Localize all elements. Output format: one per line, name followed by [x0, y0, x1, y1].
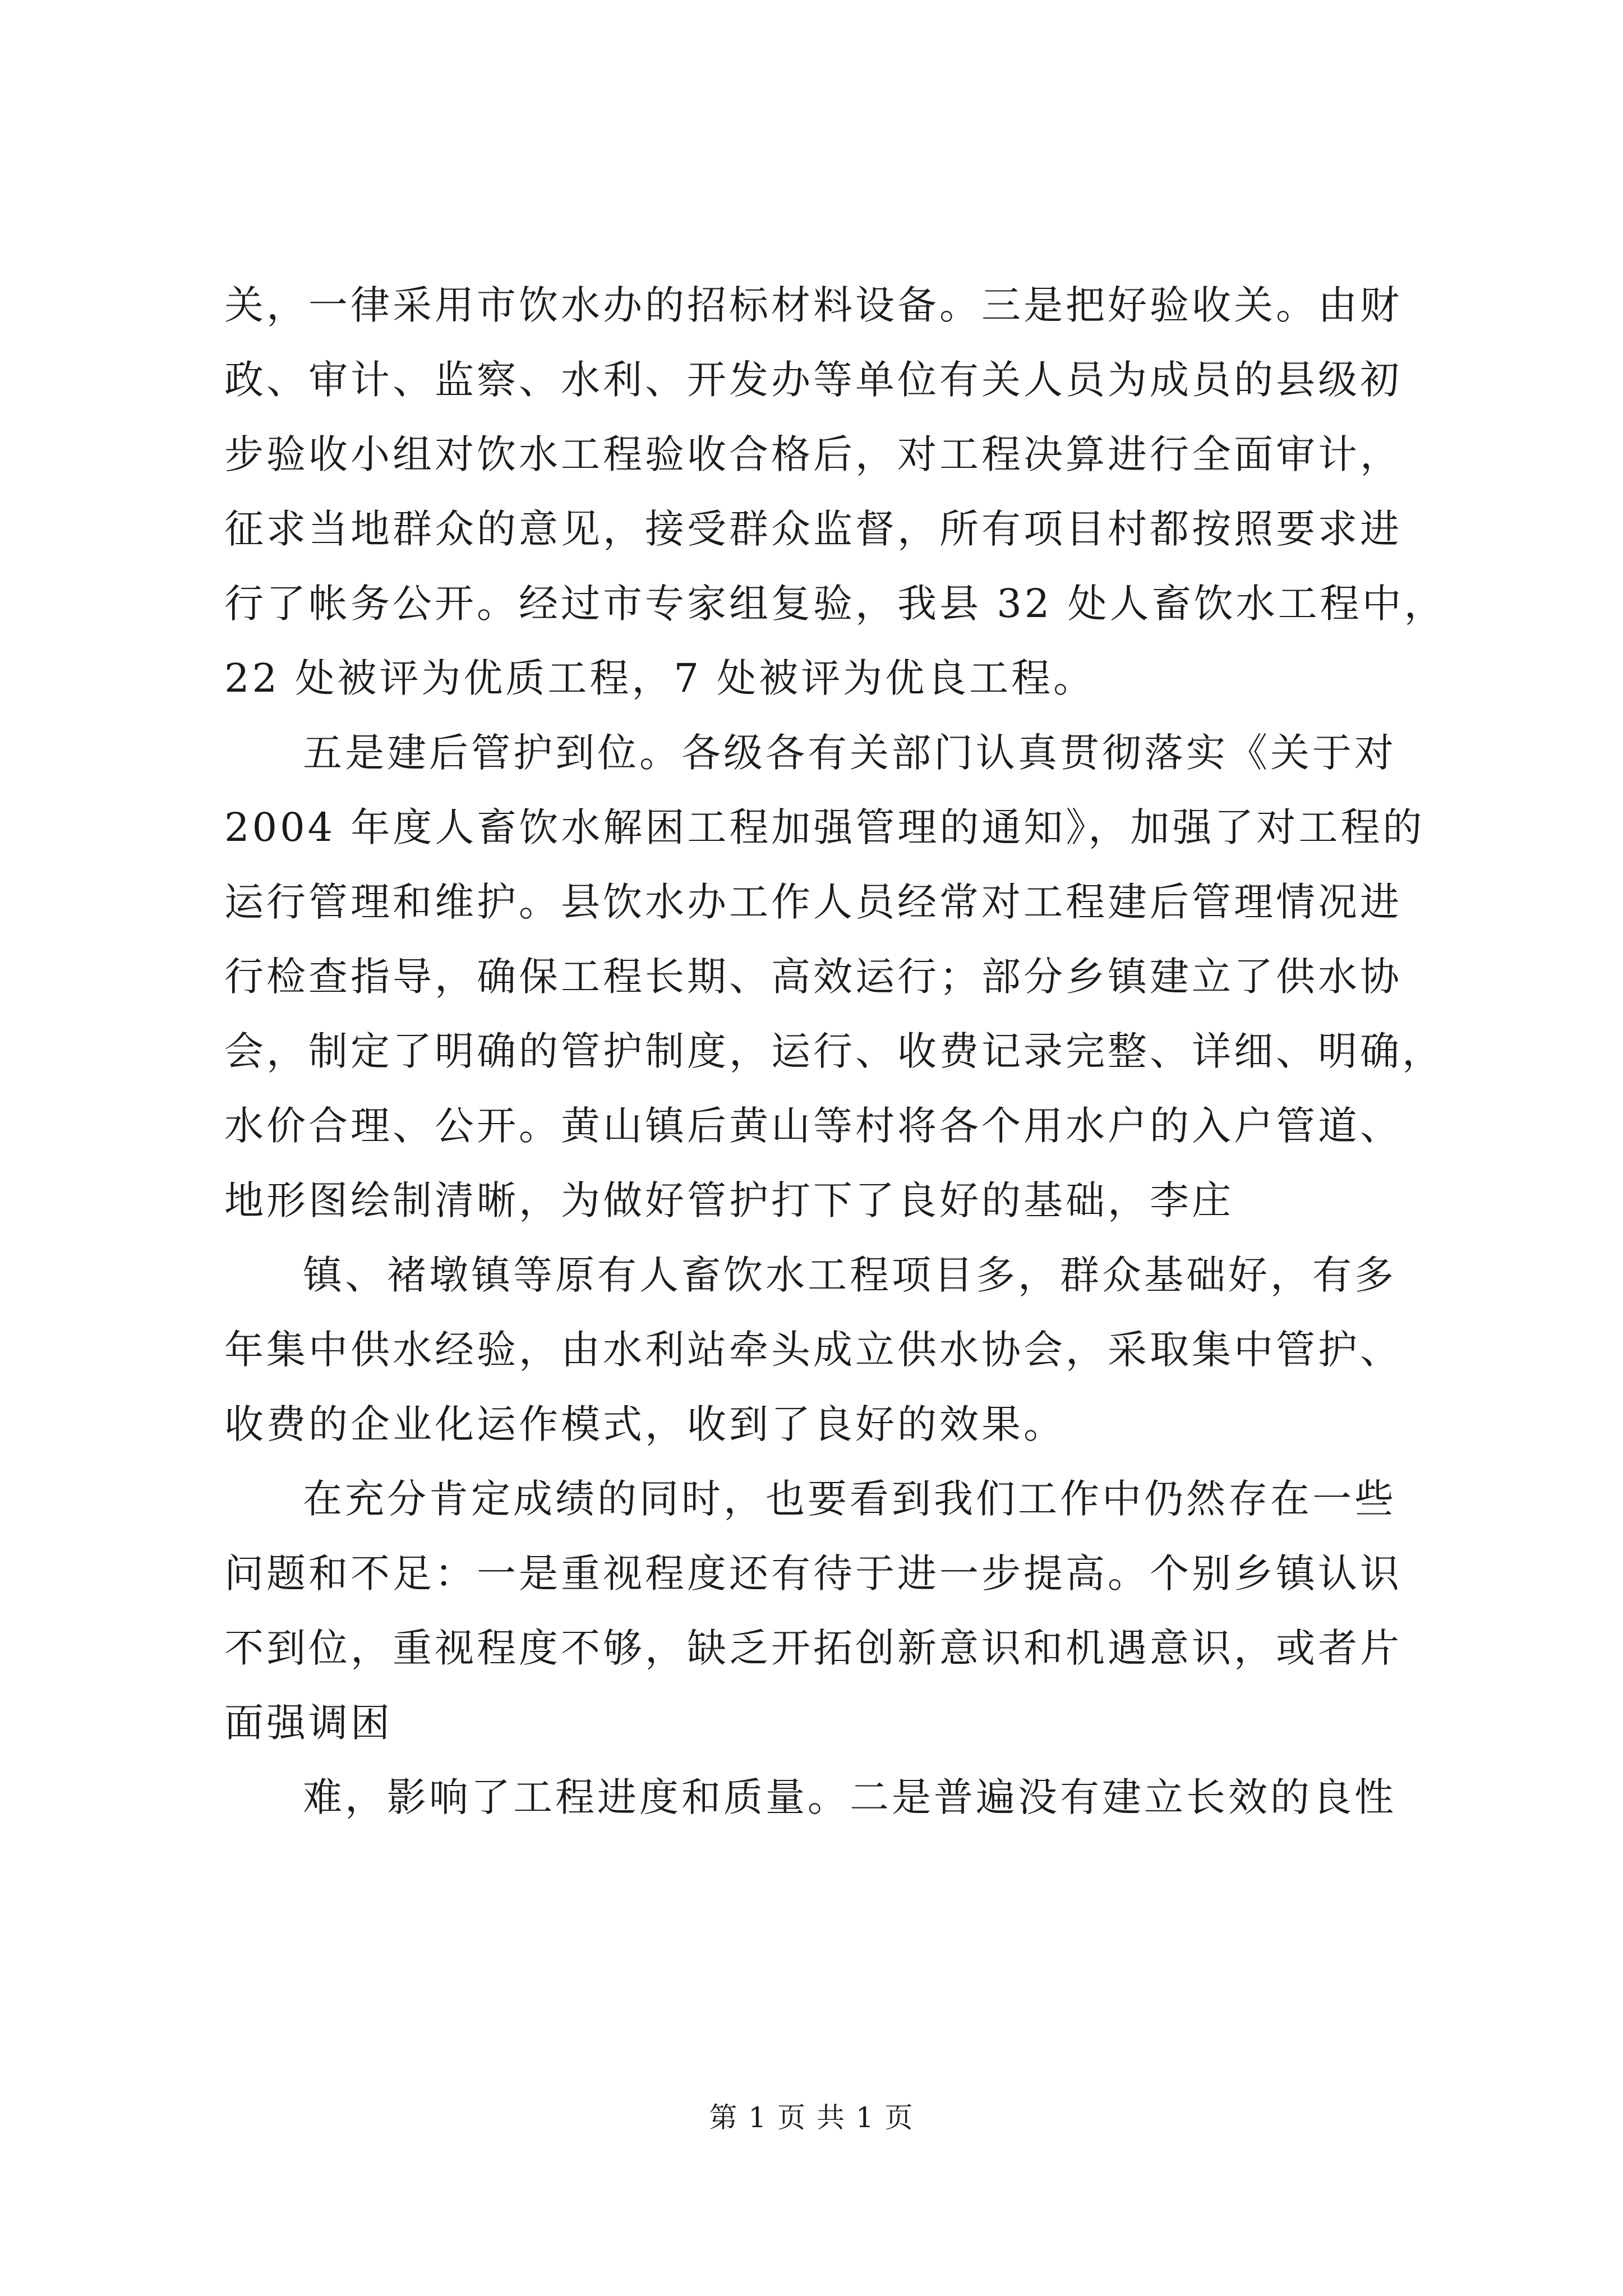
text-line: 步验收小组对饮水工程验收合格后，对工程决算进行全面审计， [224, 431, 1402, 477]
paragraph-start-line: 难，影响了工程进度和质量。二是普遍没有建立长效的良性 [303, 1774, 1396, 1820]
text-line: 22 处被评为优质工程，7 处被评为优良工程。 [224, 655, 1096, 701]
text-line: 会，制定了明确的管护制度，运行、收费记录完整、详细、明确， [224, 1028, 1444, 1074]
text-line: 征求当地群众的意见，接受群众监督，所有项目村都按照要求进 [224, 506, 1402, 552]
paragraph-start-line: 五是建后管护到位。各级各有关部门认真贯彻落实《关于对 [303, 730, 1396, 776]
text-line: 水价合理、公开。黄山镇后黄山等村将各个用水户的入户管道、 [224, 1103, 1402, 1149]
text-line: 行检查指导，确保工程长期、高效运行；部分乡镇建立了供水协 [224, 954, 1402, 1000]
text-line: 面强调困 [224, 1700, 393, 1746]
text-line: 不到位，重视程度不够，缺乏开拓创新意识和机遇意识，或者片 [224, 1625, 1402, 1671]
text-line: 运行管理和维护。县饮水办工作人员经常对工程建后管理情况进 [224, 879, 1402, 925]
text-line: 关，一律采用市饮水办的招标材料设备。三是把好验收关。由财 [224, 282, 1402, 328]
text-line: 地形图绘制清晰，为做好管护打下了良好的基础，李庄 [224, 1177, 1234, 1223]
text-line: 行了帐务公开。经过市专家组复验，我县 32 处人畜饮水工程中， [224, 581, 1446, 627]
text-line: 2004 年度人畜饮水解困工程加强管理的通知》，加强了对工程的 [224, 804, 1425, 850]
paragraph-start-line: 镇、褚墩镇等原有人畜饮水工程项目多，群众基础好，有多 [303, 1252, 1396, 1298]
text-line: 政、审计、监察、水利、开发办等单位有关人员为成员的县级初 [224, 357, 1402, 403]
text-line: 问题和不足：一是重视程度还有待于进一步提高。个别乡镇认识 [224, 1550, 1402, 1596]
text-line: 年集中供水经验，由水利站牵头成立供水协会，采取集中管护、 [224, 1327, 1402, 1373]
document-body [224, 268, 1447, 1835]
page-footer: 第 1 页 共 1 页 [709, 2101, 914, 2134]
paragraph-start-line: 在充分肯定成绩的同时，也要看到我们工作中仍然存在一些 [303, 1476, 1396, 1522]
text-line: 收费的企业化运作模式，收到了良好的效果。 [224, 1401, 1066, 1447]
